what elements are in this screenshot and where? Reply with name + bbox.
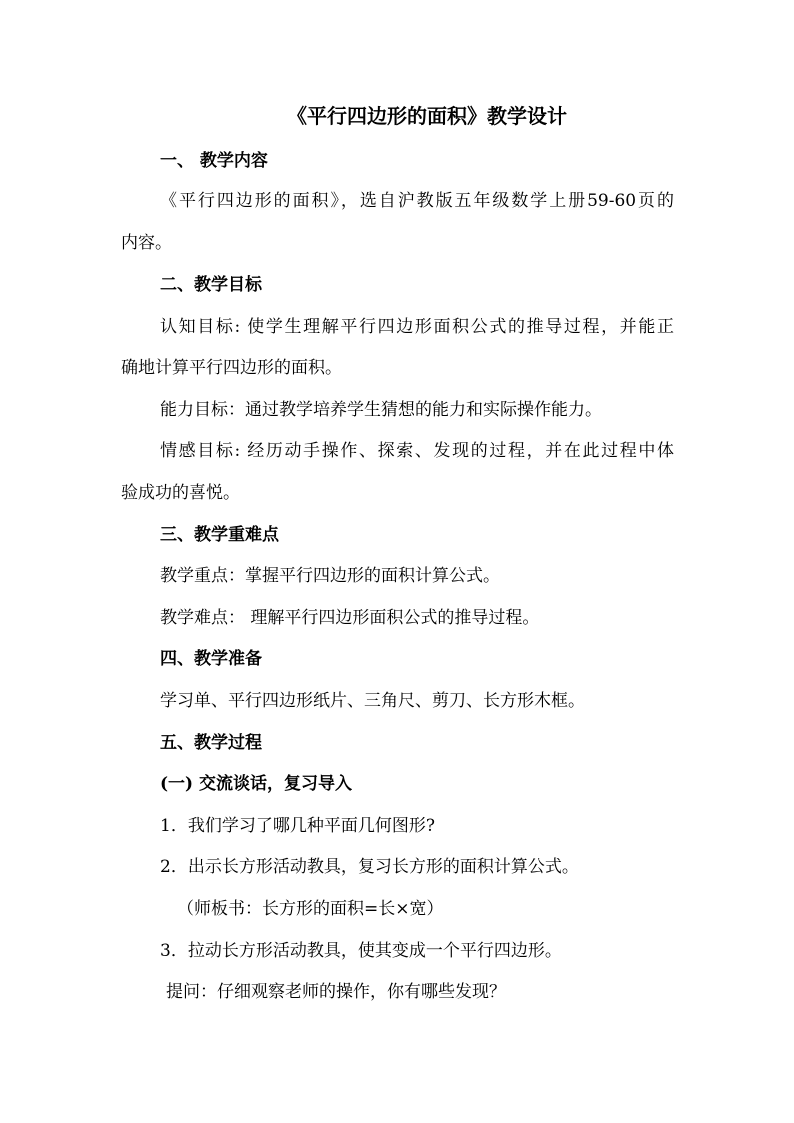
section-heading-preparation: 四、教学准备 (160, 649, 262, 669)
goal-emotion-line-1: 情感目标: 经历动手操作、探索、发现的过程，并在此过程中体 (160, 441, 674, 461)
teacher-question: 提问：仔细观察老师的操作，你有哪些发现？ (166, 982, 506, 1002)
process-step-1: 1．我们学习了哪几种平面几何图形? (160, 816, 435, 836)
process-step-2: 2．出示长方形活动教具，复习长方形的面积计算公式。 (160, 857, 579, 877)
section-heading-process: 五、教学过程 (160, 733, 262, 753)
goal-emotion-line-2: 验成功的喜悦。 (121, 483, 240, 503)
section-heading-keypoints: 三、教学重难点 (160, 525, 279, 545)
content-paragraph-line-2: 内容。 (121, 233, 172, 253)
section-heading-goals: 二、教学目标 (160, 275, 262, 295)
document-title: 《平行四边形的面积》教学设计 (287, 104, 567, 128)
keypoint-difficulty: 教学难点： 理解平行四边形面积公式的推导过程。 (160, 608, 540, 628)
process-step-3: 3．拉动长方形活动教具，使其变成一个平行四边形。 (160, 941, 562, 961)
goal-cognitive-line-1: 认知目标: 使学生理解平行四边形面积公式的推导过程，并能正 (160, 317, 674, 337)
content-paragraph-line-1: 《平行四边形的面积》，选自沪教版五年级数学上册59-60页的 (160, 191, 674, 211)
section-heading-content: 一、 教学内容 (160, 151, 268, 171)
board-note: （师板书：长方形的面积=长×宽） (177, 899, 444, 919)
preparation-items: 学习单、平行四边形纸片、三角尺、剪刀、长方形木框。 (160, 691, 585, 711)
keypoint-focus: 教学重点：掌握平行四边形的面积计算公式。 (160, 566, 500, 586)
process-subheading-1: (一) 交流谈话，复习导入 (160, 774, 353, 794)
goal-ability: 能力目标：通过教学培养学生猜想的能力和实际操作能力。 (160, 400, 602, 420)
goal-cognitive-line-2: 确地计算平行四边形的面积。 (121, 358, 342, 378)
